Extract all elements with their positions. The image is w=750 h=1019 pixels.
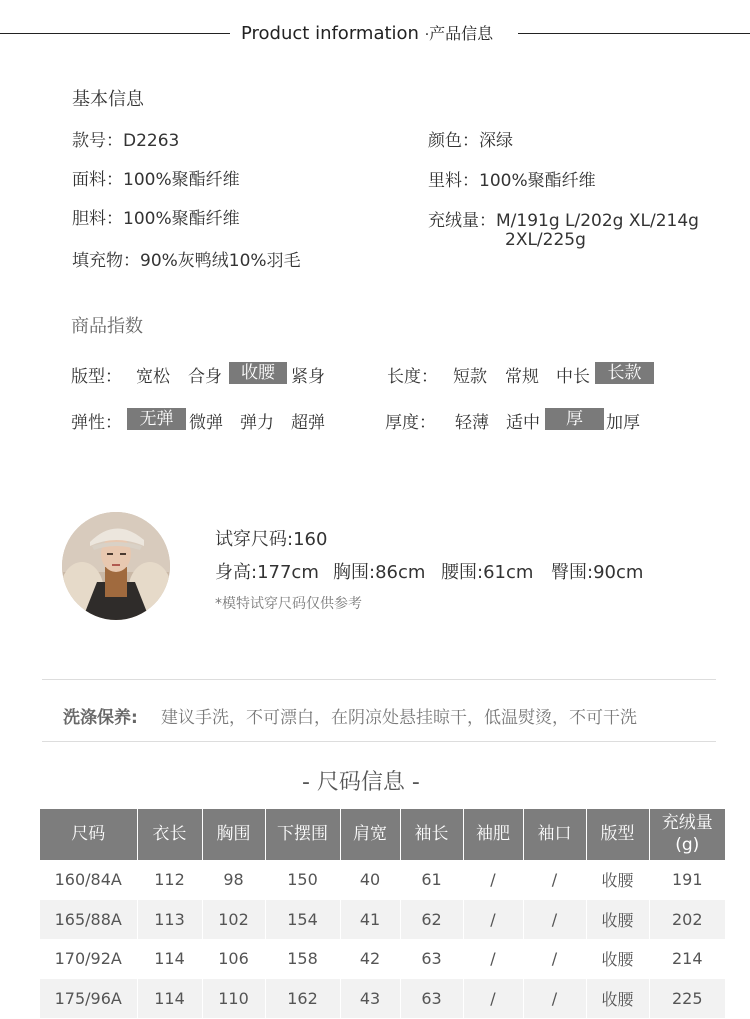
title-separator: · <box>424 27 430 43</box>
table-cell: 165/88A <box>40 900 137 940</box>
table-cell: 收腰 <box>586 860 649 900</box>
size-table-header-row <box>40 809 725 860</box>
table-cell: 150 <box>265 860 340 900</box>
table-cell: 114 <box>137 979 202 1019</box>
thickness-option-extra: 加厚 <box>606 413 640 433</box>
header-rule-right <box>518 33 750 34</box>
table-cell: 42 <box>340 939 400 979</box>
header-cell: 版型 <box>586 809 649 860</box>
length-option-selected: 长款 <box>595 362 654 384</box>
header-cell: 袖肥 <box>463 809 523 860</box>
table-cell: 114 <box>137 939 202 979</box>
size-info-title: - 尺码信息 - <box>302 770 420 795</box>
filling-info: 填充物：90%灰鸭绒10%羽毛 <box>72 251 301 271</box>
fabric-info: 面料：100%聚酯纤维 <box>72 170 240 190</box>
table-cell: 154 <box>265 900 340 940</box>
table-cell: 175/96A <box>40 979 137 1019</box>
table-cell: 106 <box>202 939 265 979</box>
table-cell: 214 <box>649 939 725 979</box>
fit-option-regular: 合身 <box>188 367 222 387</box>
page-title <box>241 21 493 44</box>
thickness-option-medium: 适中 <box>506 413 540 433</box>
header-cell: 胸围 <box>202 809 265 860</box>
table-cell: 225 <box>649 979 725 1019</box>
thickness-option-selected: 厚 <box>545 408 604 430</box>
table-cell: 收腰 <box>586 900 649 940</box>
table-cell: 102 <box>202 900 265 940</box>
header-cell: 充绒量(g) <box>649 809 725 860</box>
length-label: 长度： <box>387 367 438 387</box>
elastic-option-selected: 无弹 <box>127 408 186 430</box>
title-en: Product information <box>241 23 419 44</box>
table-cell: 112 <box>137 860 202 900</box>
thickness-label: 厚度： <box>385 413 436 433</box>
elastic-option-slight: 微弹 <box>189 413 223 433</box>
table-cell: 61 <box>400 860 463 900</box>
length-option-mid: 中长 <box>556 367 590 387</box>
fit-option-tight: 紧身 <box>291 367 325 387</box>
table-cell: / <box>523 860 586 900</box>
table-row <box>40 979 725 1019</box>
care-label: 洗涤保养: <box>63 708 138 728</box>
elastic-option-stretch: 弹力 <box>240 413 274 433</box>
table-cell: 43 <box>340 979 400 1019</box>
table-cell: 63 <box>400 979 463 1019</box>
inner-fabric-info: 胆料：100%聚酯纤维 <box>72 209 240 229</box>
title-cn: 产品信息 <box>429 24 494 43</box>
table-row <box>40 939 725 979</box>
color-info: 颜色：深绿 <box>428 131 513 151</box>
header-cell: 尺码 <box>40 809 137 860</box>
elastic-label: 弹性： <box>71 413 122 433</box>
table-cell: 收腰 <box>586 979 649 1019</box>
model-note: *模特试穿尺码仅供参考 <box>215 596 362 612</box>
table-cell: 40 <box>340 860 400 900</box>
header-cell: 袖口 <box>523 809 586 860</box>
care-rule-bottom <box>42 741 716 742</box>
length-option-regular: 常规 <box>505 367 539 387</box>
header-cell: 衣长 <box>137 809 202 860</box>
table-cell: / <box>523 979 586 1019</box>
fill-amount-info: 充绒量：M/191g L/202g XL/214g <box>428 211 699 231</box>
table-row <box>40 860 725 900</box>
style-number: 款号：D2263 <box>72 131 180 151</box>
header-cell: 袖长 <box>400 809 463 860</box>
header-cell: 肩宽 <box>340 809 400 860</box>
care-rule-top <box>42 679 716 680</box>
fit-option-selected: 收腰 <box>229 362 287 384</box>
fit-label: 版型： <box>71 367 122 387</box>
table-cell: / <box>463 979 523 1019</box>
lining-info: 里料：100%聚酯纤维 <box>428 171 596 191</box>
table-cell: / <box>463 900 523 940</box>
table-cell: 170/92A <box>40 939 137 979</box>
product-index-title: 商品指数 <box>71 316 143 337</box>
table-cell: / <box>463 939 523 979</box>
table-cell: / <box>463 860 523 900</box>
elastic-option-super: 超弹 <box>291 413 325 433</box>
table-cell: 158 <box>265 939 340 979</box>
header-rule-left <box>0 33 230 34</box>
model-waist: 腰围:61cm <box>441 562 534 583</box>
basic-info-title: 基本信息 <box>72 89 144 110</box>
table-cell: 63 <box>400 939 463 979</box>
table-cell: 收腰 <box>586 939 649 979</box>
table-cell: 160/84A <box>40 860 137 900</box>
care-text: 建议手洗，不可漂白，在阴凉处悬挂晾干，低温熨烫，不可干洗 <box>161 708 637 728</box>
header-cell: 下摆围 <box>265 809 340 860</box>
table-cell: / <box>523 900 586 940</box>
model-size: 试穿尺码:160 <box>215 529 328 550</box>
table-cell: 202 <box>649 900 725 940</box>
table-cell: 191 <box>649 860 725 900</box>
size-table <box>40 809 725 1018</box>
length-option-short: 短款 <box>453 367 487 387</box>
table-cell: 110 <box>202 979 265 1019</box>
model-avatar <box>62 512 170 620</box>
table-cell: 62 <box>400 900 463 940</box>
table-cell: 41 <box>340 900 400 940</box>
fit-option-loose: 宽松 <box>136 367 170 387</box>
table-cell: / <box>523 939 586 979</box>
table-cell: 98 <box>202 860 265 900</box>
fill-amount-info-cont: 2XL/225g <box>505 230 586 250</box>
model-bust: 胸围:86cm <box>333 562 426 583</box>
table-cell: 113 <box>137 900 202 940</box>
table-cell: 162 <box>265 979 340 1019</box>
model-height: 身高:177cm <box>215 562 319 583</box>
table-row <box>40 900 725 940</box>
thickness-option-thin: 轻薄 <box>455 413 489 433</box>
model-hip: 臀围:90cm <box>551 562 644 583</box>
